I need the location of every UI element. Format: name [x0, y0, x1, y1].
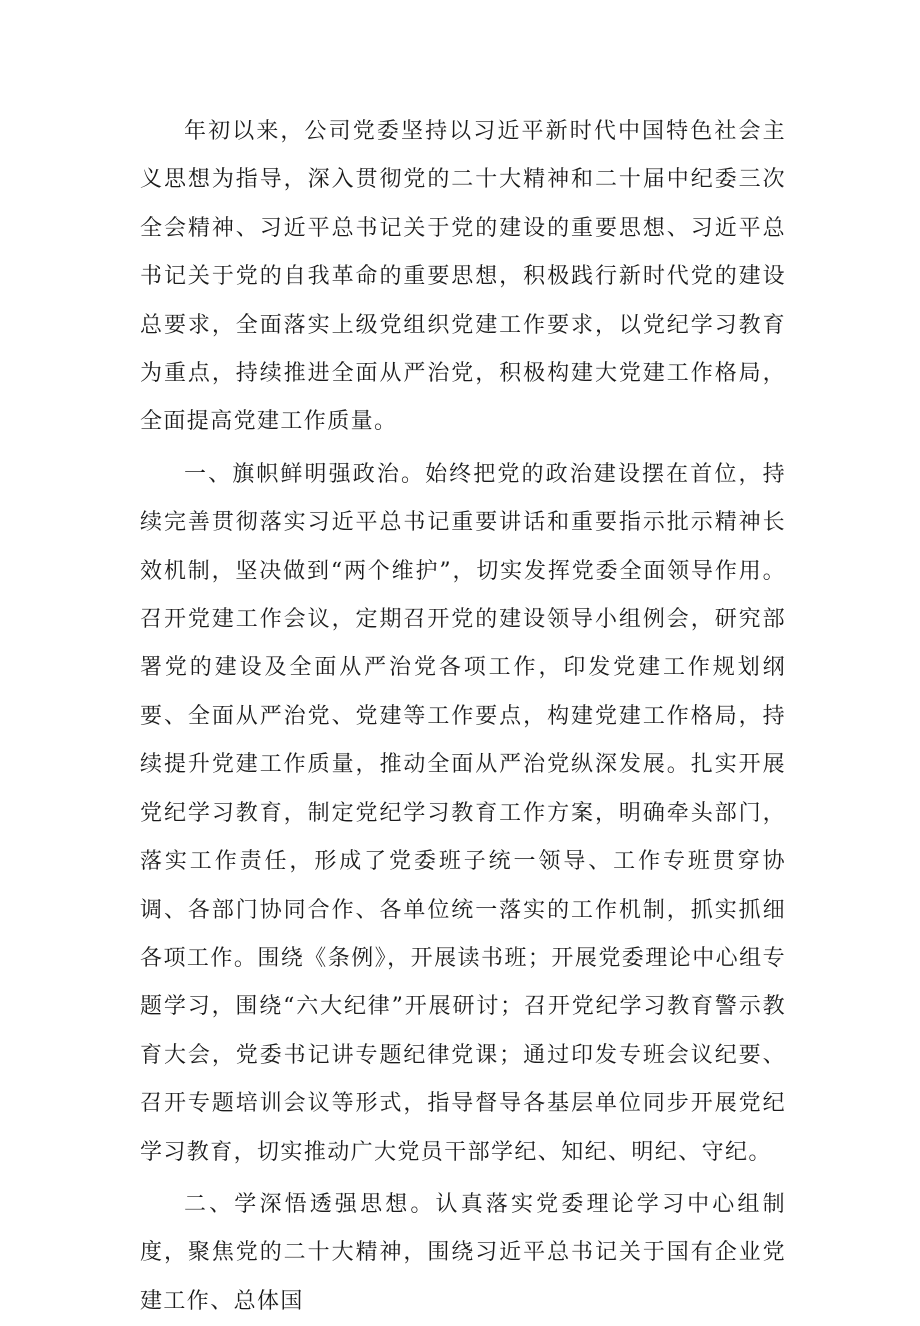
section-two-paragraph: 二、学深悟透强思想。认真落实党委理论学习中心组制度，聚焦党的二十大精神，围绕习近平总书记关于国有企业党建工作、总体国	[140, 1191, 786, 1314]
section-one-paragraph: 一、旗帜鲜明强政治。始终把党的政治建设摆在首位，持续完善贯彻落实习近平总书记重要讲话和重要指示批示精神长效机制，坚决做到“两个维护”，切实发挥党委全面领导作用。召开党建工作会议，定期召开党的建设领导小组例会，研究部署党的建设及全面从严治党各项工作，印发党建工作规划纲要、全面从严治党、党建等工作要点，构建党建工作格局，持续提升党建工作质量，推动全面从严治党纵深发展。扎实开展党纪学习教育，制定党纪学习教育工作方案，明确牵头部门，落实工作责任，形成了党委班子统一领导、工作专班贯穿协调、各部门协同合作、各单位统一落实的工作机制，抓实抓细各项工作。围绕《条例》，开展读书班；开展党委理论中心组专题学习，围绕“六大纪律”开展研讨；召开党纪学习教育警示教育大会，党委书记讲专题纪律党课；通过印发专班会议纪要、召开专题培训会议等形式，指导督导各基层单位同步开展党纪学习教育，切实推动广大党员干部学纪、知纪、明纪、守纪。	[140, 461, 786, 1165]
document-body	[140, 108, 786, 1326]
intro-paragraph: 年初以来，公司党委坚持以习近平新时代中国特色社会主义思想为指导，深入贯彻党的二十大精神和二十届中纪委三次全会精神、习近平总书记关于党的建设的重要思想、习近平总书记关于党的自我革命的重要思想，积极践行新时代党的建设总要求，全面落实上级党组织党建工作要求，以党纪学习教育为重点，持续推进全面从严治党，积极构建大党建工作格局，全面提高党建工作质量。	[140, 119, 786, 435]
